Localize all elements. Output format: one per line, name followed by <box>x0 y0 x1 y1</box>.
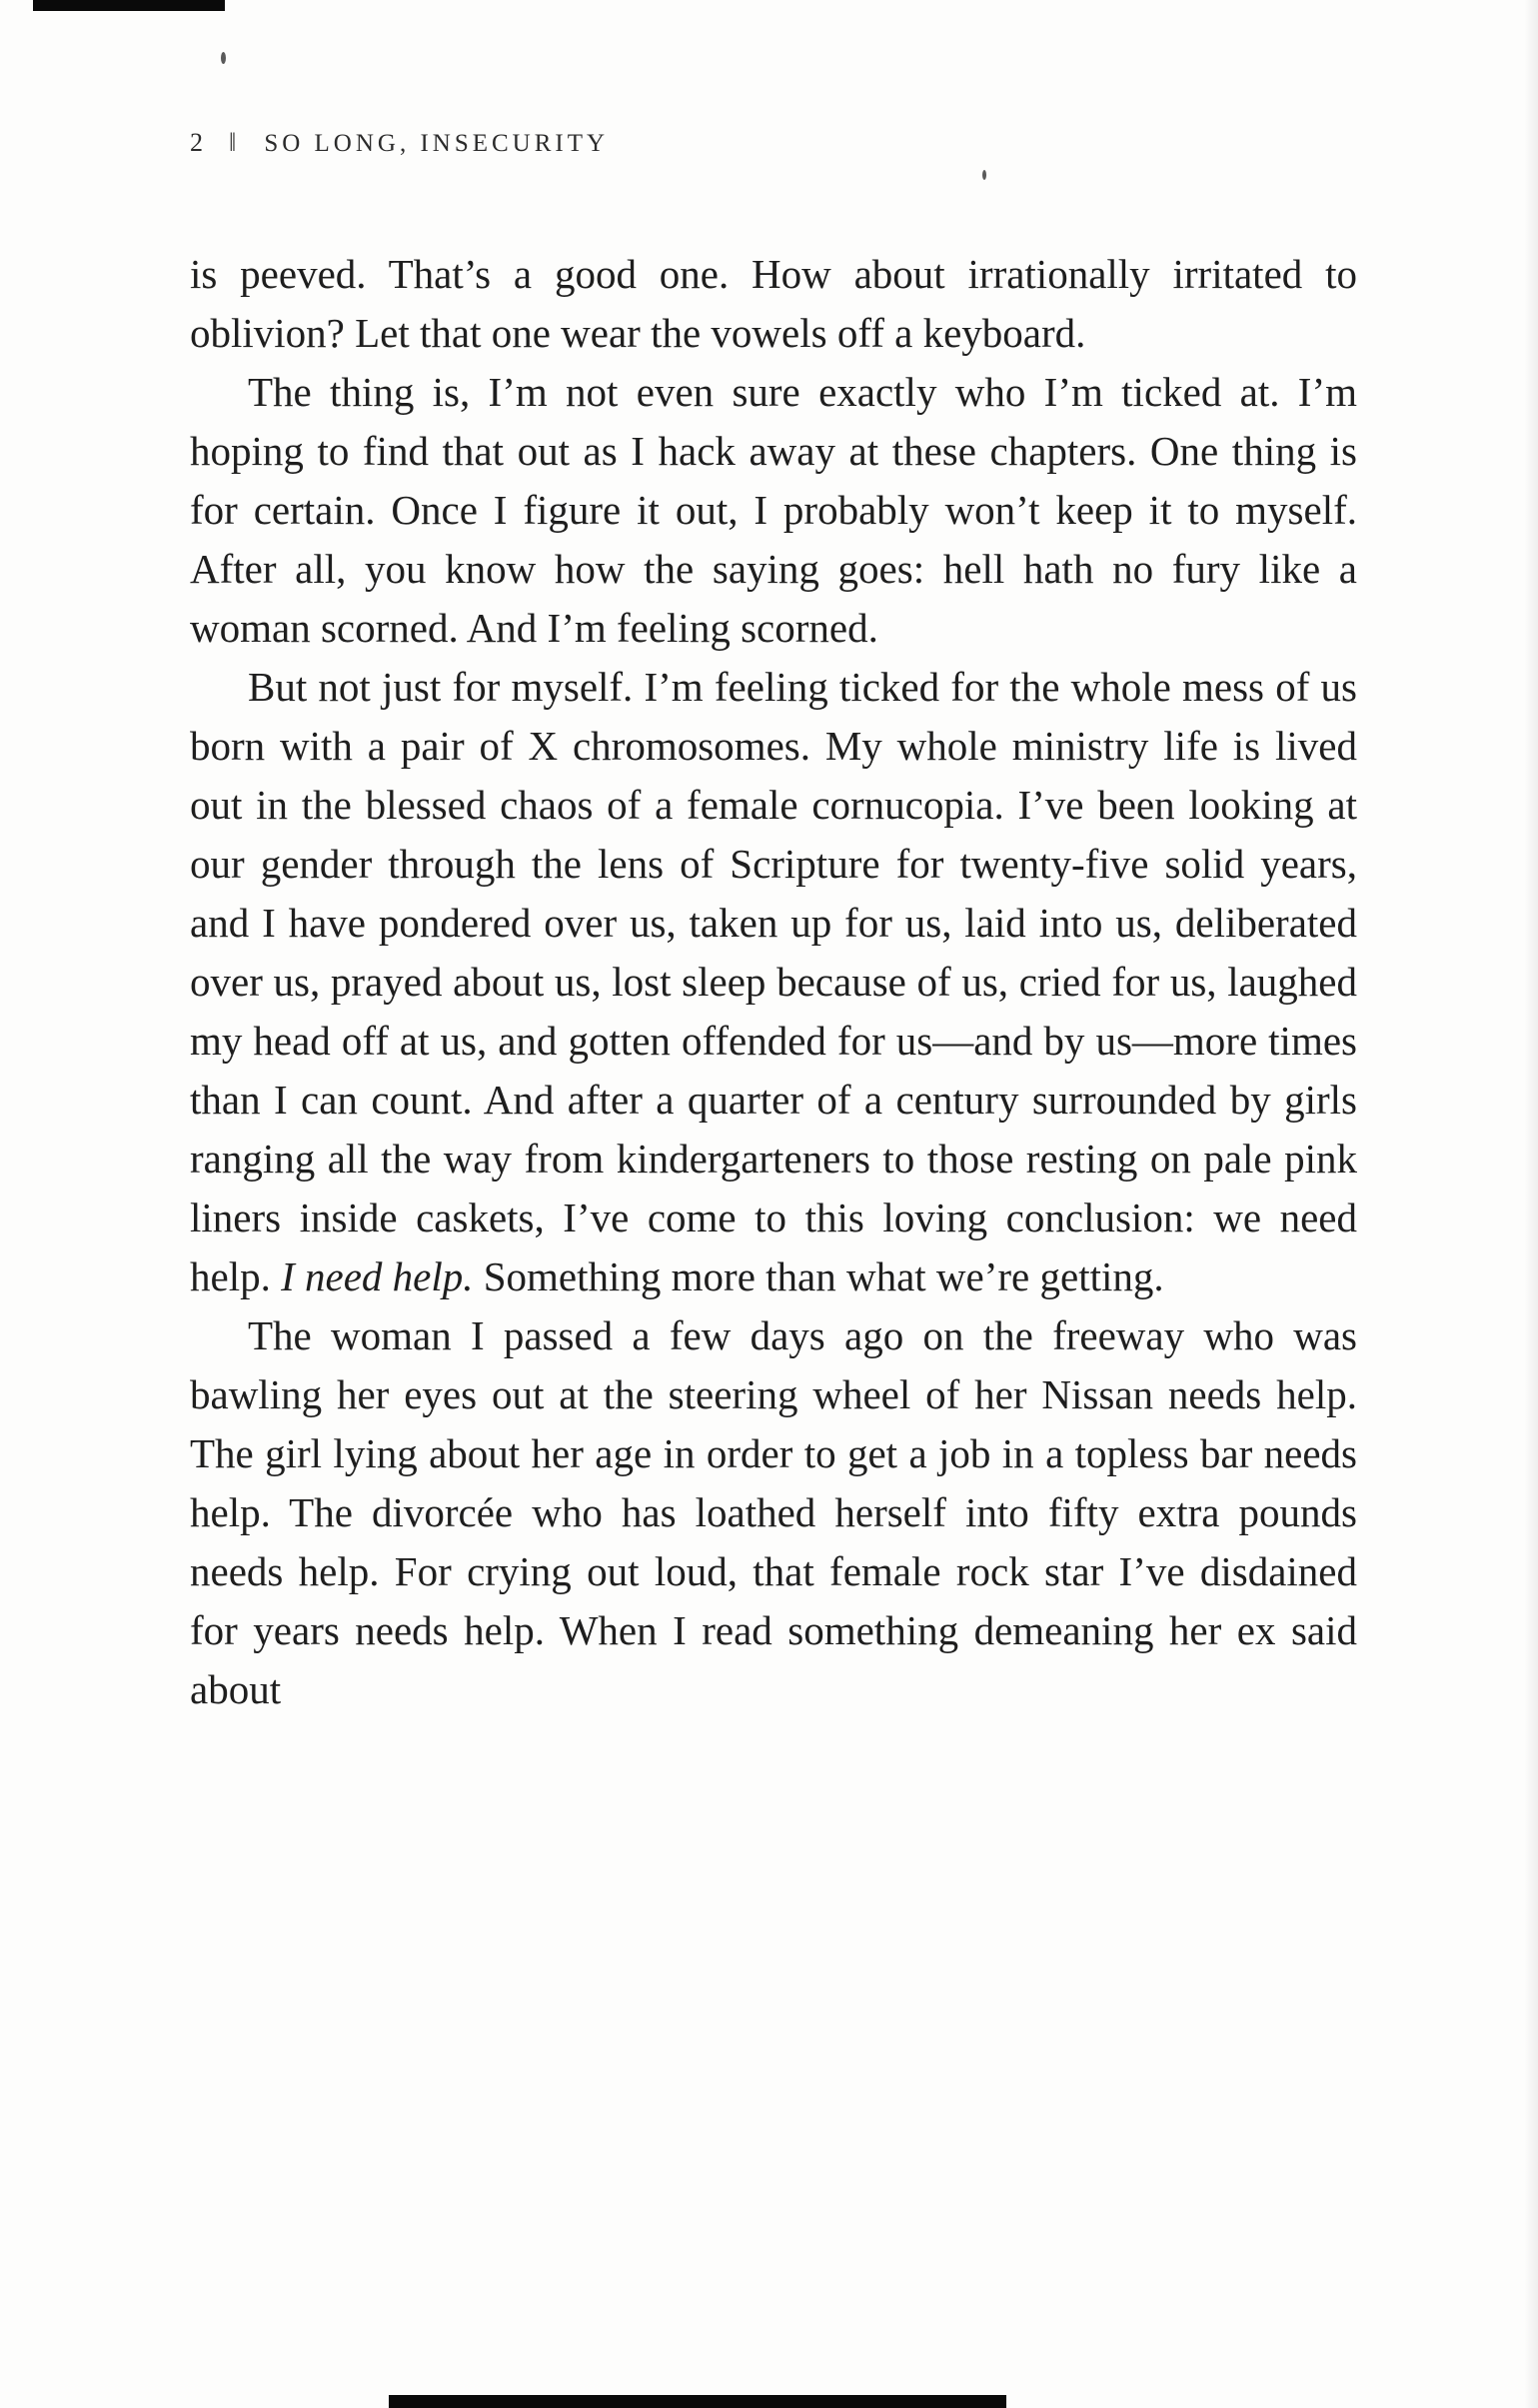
text-run: The thing is, I’m not even sure exactly who I’m ticked at. I’m hoping to find that out as I hack away at these chapters. One thing is for certain. Once I figure it out, I probably won’t keep it to myself. After all, you know how the saying goes: hell hath no fury like a woman scorned. And I’m feeling scorned. <box>190 369 1357 651</box>
scan-artifact-bottom-bar <box>389 2395 1006 2408</box>
text-run: is peeved. That’s a good one. How about irrationally irritated to oblivion? Let that one wear the vowels off a keyboard. <box>190 251 1357 356</box>
paragraph <box>190 245 1357 363</box>
text-run: Something more than what we’re getting. <box>473 1253 1164 1299</box>
page-header <box>190 128 609 158</box>
text-run: But not just for myself. I’m feeling ticked for the whole mess of us born with a pair of X chromosomes. My whole ministry life is lived out in the blessed chaos of a female cornucopia. I’ve been looking at our gender through the lens of Scripture for twenty-five solid years, and I have pondered over us, taken up for us, laid into us, deliberated over us, prayed about us, lost sleep because of us, cried for us, laughed my head off at us, and gotten offended for us—and by us—more times than I can count. And after a quarter of a century surrounded by girls ranging all the way from kindergarteners to those resting on pale pink liners inside caskets, I’ve come to this loving conclusion: we need help. <box>190 664 1357 1299</box>
text-run: I need help. <box>281 1253 474 1299</box>
scan-speck <box>221 52 226 64</box>
paragraph <box>190 1306 1357 1719</box>
page-number: 2 <box>190 128 203 157</box>
body-text <box>190 245 1357 1719</box>
header-divider: ‖ <box>229 128 239 157</box>
running-title: SO LONG, INSECURITY <box>264 130 610 157</box>
paragraph <box>190 658 1357 1306</box>
scan-artifact-top-bar <box>33 0 225 11</box>
paragraph <box>190 363 1357 658</box>
scan-speck <box>982 170 986 180</box>
page-edge-shadow <box>1524 0 1538 2408</box>
text-run: The woman I passed a few days ago on the freeway who was bawling her eyes out at the steering wheel of her Nissan needs help. The girl lying about her age in order to get a job in a topless bar needs help. The divorcée who has loathed herself into fifty extra pounds needs help. For crying out loud, that female rock star I’ve disdained for years needs help. When I read something demeaning her ex said about <box>190 1312 1357 1712</box>
